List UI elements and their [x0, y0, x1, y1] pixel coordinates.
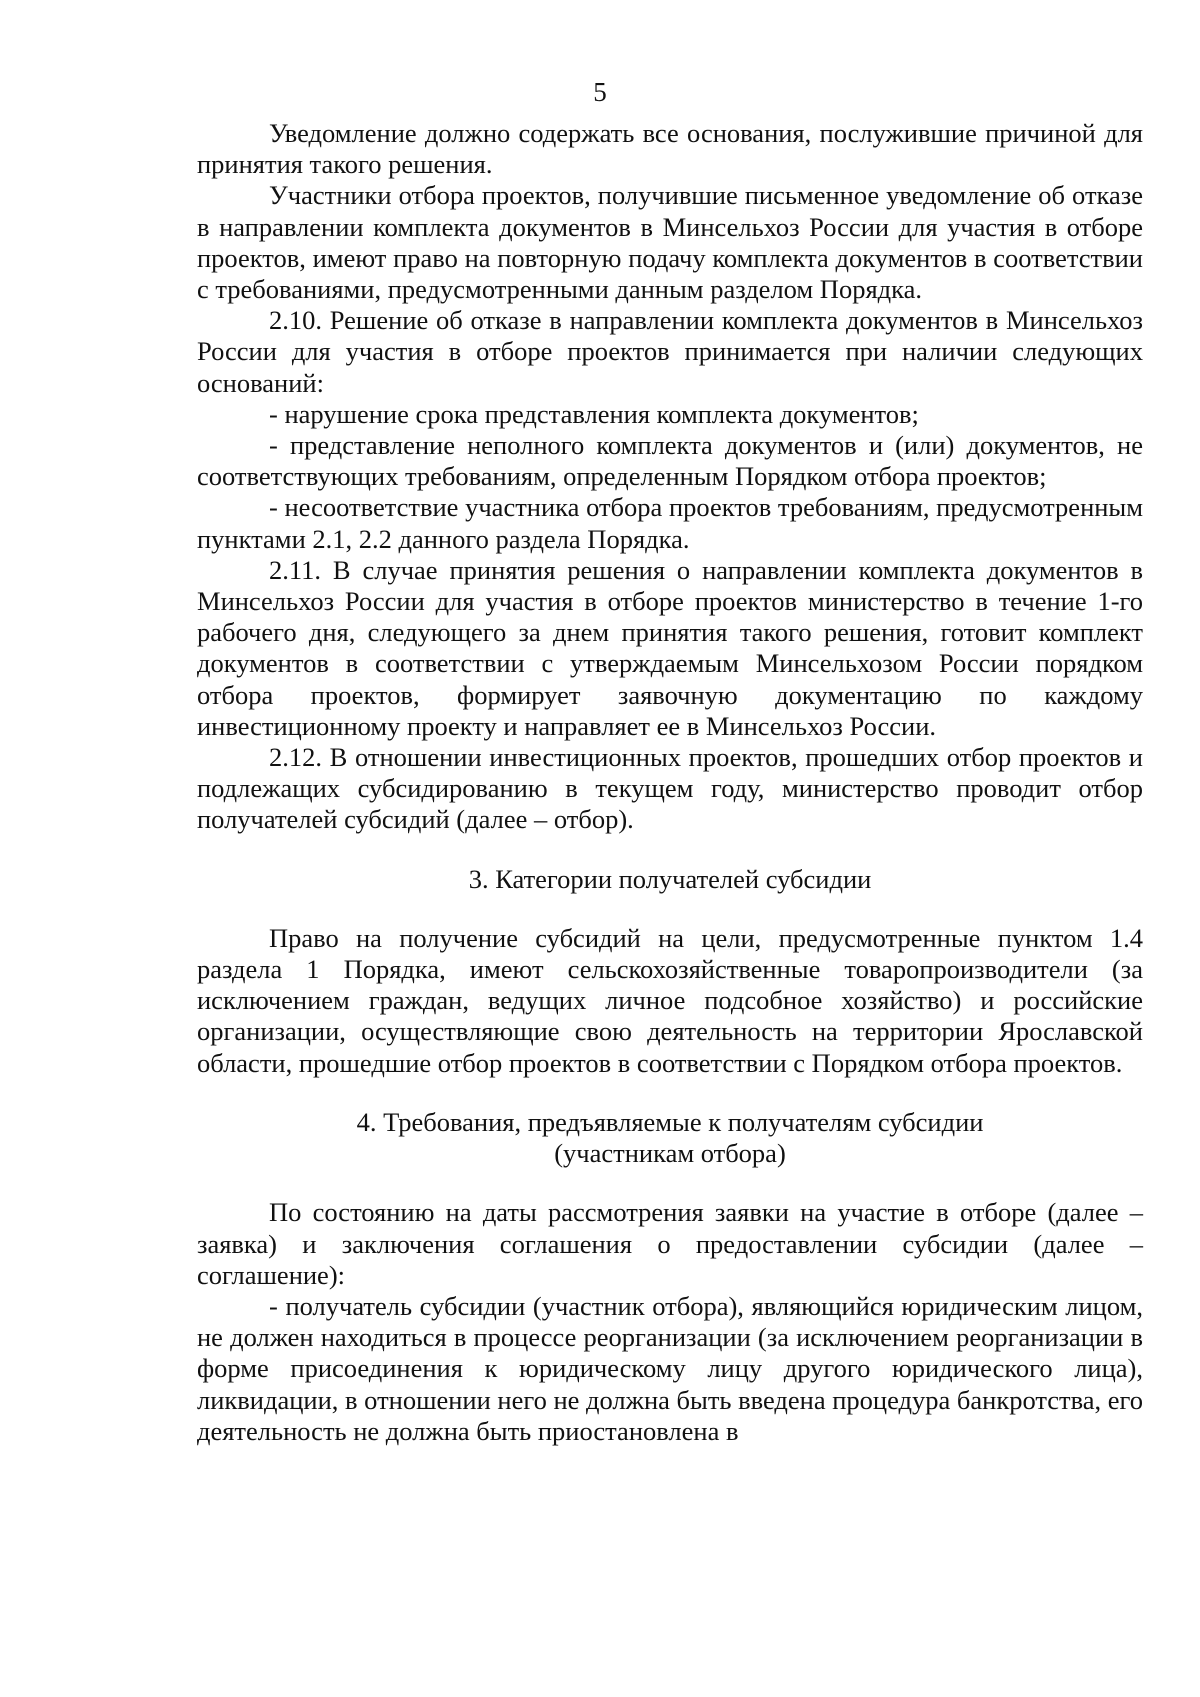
list-item: - представление неполного комплекта документов и (или) документов, не соответствующих требованиям, определенным Порядком отбора проектов; [197, 430, 1143, 492]
section-3-heading: 3. Категории получателей субсидии [468, 863, 872, 894]
document-body [197, 118, 1143, 1447]
section-4-paragraph: По состоянию на даты рассмотрения заявки на участие в отборе (далее – заявка) и заключения соглашения о предоставлении субсидии (далее – соглашение): [197, 1197, 1143, 1290]
paragraph: Уведомление должно содержать все основания, послужившие причиной для принятия такого решения. [197, 118, 1143, 180]
section-4-heading-continued: (участникам отбора) [554, 1138, 786, 1169]
list-item: - нарушение срока представления комплекта документов; [269, 398, 919, 429]
paragraph-2-12: 2.12. В отношении инвестиционных проектов, прошедших отбор проектов и подлежащих субсидированию в текущем году, министерство проводит отбор получателей субсидий (далее – отбор). [197, 742, 1143, 835]
section-4-heading: 4. Требования, предъявляемые к получателям субсидии [356, 1106, 984, 1137]
list-item: - несоответствие участника отбора проектов требованиям, предусмотренным пунктами 2.1, 2.2 данного раздела Порядка. [197, 492, 1143, 554]
paragraph: Участники отбора проектов, получившие письменное уведомление об отказе в направлении комплекта документов в Минсельхоз России для участия в отборе проектов, имеют право на повторную подачу комплекта документов в соответствии с требованиями, предусмотренными данным разделом Порядка. [197, 180, 1143, 305]
paragraph-2-10: 2.10. Решение об отказе в направлении комплекта документов в Минсельхоз России для участия в отборе проектов принимается при наличии следующих оснований: [197, 305, 1143, 398]
list-item: - получатель субсидии (участник отбора), являющийся юридическим лицом, не должен находиться в процессе реорганизации (за исключением реорганизации в форме присоединения к юридическому лицу другого юридического лица), ликвидации, в отношении него не должна быть введена процедура банкротства, его деятельность не должна быть приостановлена в [197, 1290, 1143, 1446]
paragraph-2-11: 2.11. В случае принятия решения о направлении комплекта документов в Минсельхоз России для участия в отборе проектов министерство в течение 1-го рабочего дня, следующего за днем принятия такого решения, готовит комплект документов в соответствии с утверждаемым Минсельхозом России порядком отбора проектов, формирует заявочную документацию по каждому инвестиционному проекту и направляет ее в Минсельхоз России. [197, 554, 1143, 741]
section-3-paragraph: Право на получение субсидий на цели, предусмотренные пунктом 1.4 раздела 1 Порядка, имеют сельскохозяйственные товаропроизводители (за исключением граждан, ведущих личное подсобное хозяйство) и российские организации, осуществляющие свою деятельность на территории Ярославской области, прошедшие отбор проектов в соответствии с Порядком отбора проектов. [197, 922, 1143, 1078]
page-number: 5 [593, 77, 607, 107]
